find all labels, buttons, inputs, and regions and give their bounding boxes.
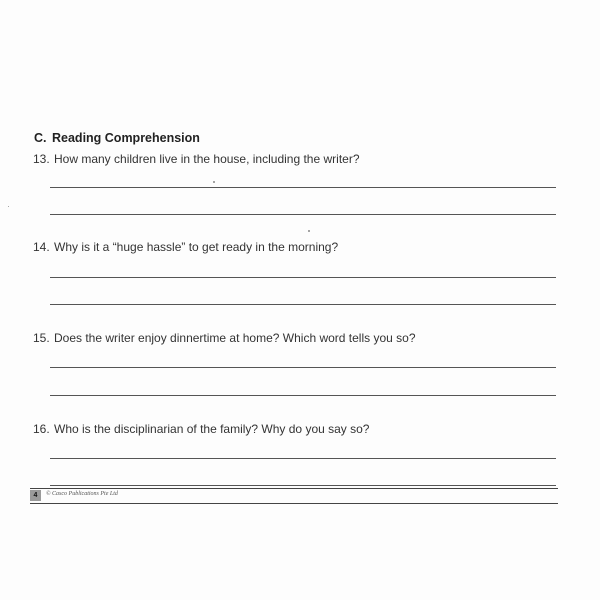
page-number: 4 [30, 490, 41, 501]
section-letter: C. [34, 131, 47, 145]
answer-line[interactable] [50, 485, 556, 486]
question-16 [33, 422, 369, 436]
answer-line[interactable] [50, 187, 556, 188]
section-title: Reading Comprehension [52, 131, 200, 145]
question-number: 15. [33, 331, 50, 345]
answer-line[interactable] [50, 214, 556, 215]
question-text: How many children live in the house, including the writer? [54, 152, 360, 166]
scan-speck [213, 181, 215, 183]
scan-speck [8, 206, 9, 207]
footer-rule [30, 488, 558, 489]
answer-line[interactable] [50, 277, 556, 278]
section-heading [34, 131, 200, 145]
answer-line[interactable] [50, 367, 556, 368]
question-text: Does the writer enjoy dinnertime at home? Which word tells you so? [54, 331, 416, 345]
answer-line[interactable] [50, 458, 556, 459]
question-14 [33, 240, 338, 254]
question-13 [33, 152, 360, 166]
question-15 [33, 331, 416, 345]
question-text: Why is it a “huge hassle” to get ready in the morning? [54, 240, 339, 254]
scan-speck [308, 230, 310, 232]
answer-line[interactable] [50, 304, 556, 305]
publisher-credit: © Casco Publications Pte Ltd [46, 491, 118, 497]
answer-line[interactable] [50, 395, 556, 396]
footer-rule [30, 503, 558, 504]
question-number: 14. [33, 240, 50, 254]
question-text: Who is the disciplinarian of the family? Why do you say so? [54, 422, 370, 436]
question-number: 13. [33, 152, 50, 166]
question-number: 16. [33, 422, 50, 436]
